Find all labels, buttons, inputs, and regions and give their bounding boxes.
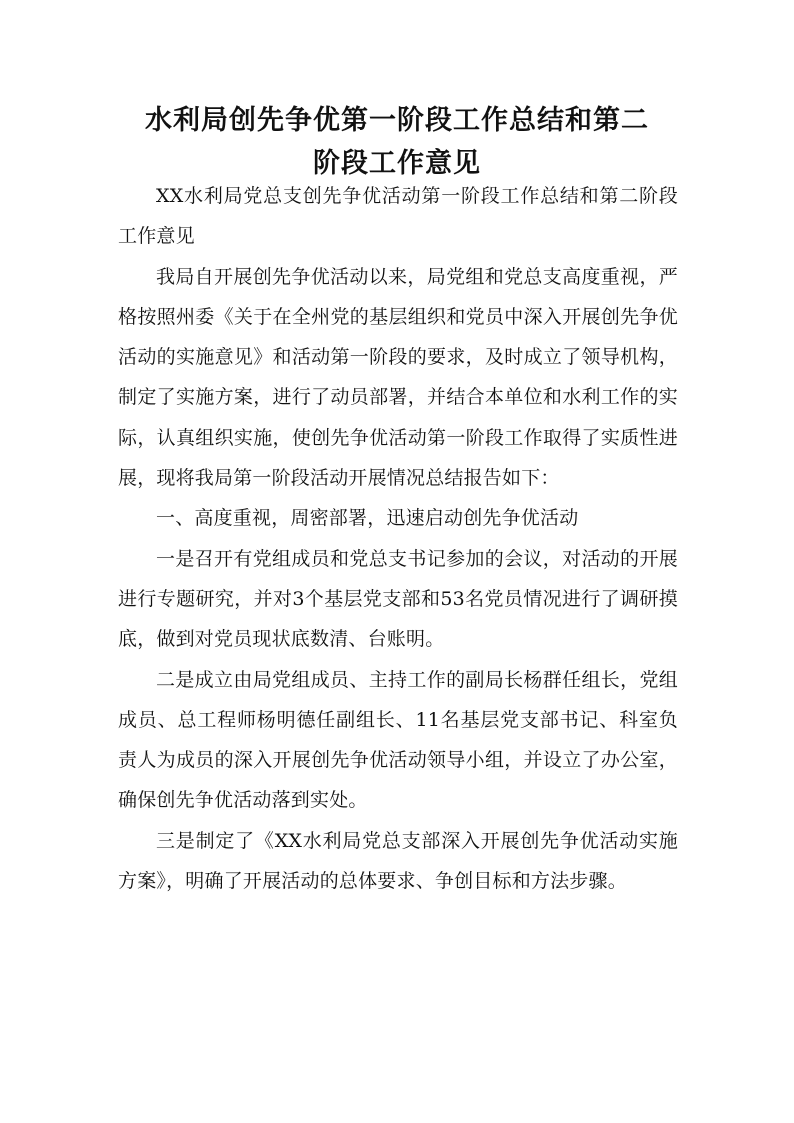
- subtitle-paragraph: XX水利局党总支创先争优活动第一阶段工作总结和第二阶段工作意见: [118, 185, 678, 248]
- document-title-line-1: 水利局创先争优第一阶段工作总结和第二: [145, 105, 649, 136]
- section-heading: 一、高度重视，周密部署，迅速启动创先争优活动: [156, 507, 579, 530]
- body-paragraph-2: 二是成立由局党组成员、主持工作的副局长杨群任组长，党组成员、总工程师杨明德任副组长、11名基层党支部书记、科室负责人为成员的深入开展创先争优活动领导小组，并设立了办公室，确保创先争优活动落到实处。: [118, 668, 678, 812]
- body-paragraph-1: 一是召开有党组成员和党总支书记参加的会议，对活动的开展进行专题研究，并对3个基层党支部和53名党员情况进行了调研摸底，做到对党员现状底数清、台账明。: [118, 547, 678, 651]
- body-paragraph-3: 三是制定了《XX水利局党总支部深入开展创先争优活动实施方案》，明确了开展活动的总体要求、争创目标和方法步骤。: [118, 829, 678, 893]
- document-title-line-2: 阶段工作意见: [313, 148, 481, 179]
- intro-paragraph: 我局自开展创先争优活动以来，局党组和党总支高度重视，严格按照州委《关于在全州党的基层组织和党员中深入开展创先争优活动的实施意见》和活动第一阶段的要求，及时成立了领导机构，制定了实施方案，进行了动员部署，并结合本单位和水利工作的实际，认真组织实施，使创先争优活动第一阶段工作取得了实质性进展，现将我局第一阶段活动开展情况总结报告如下：: [118, 265, 678, 490]
- document-body: [118, 176, 678, 901]
